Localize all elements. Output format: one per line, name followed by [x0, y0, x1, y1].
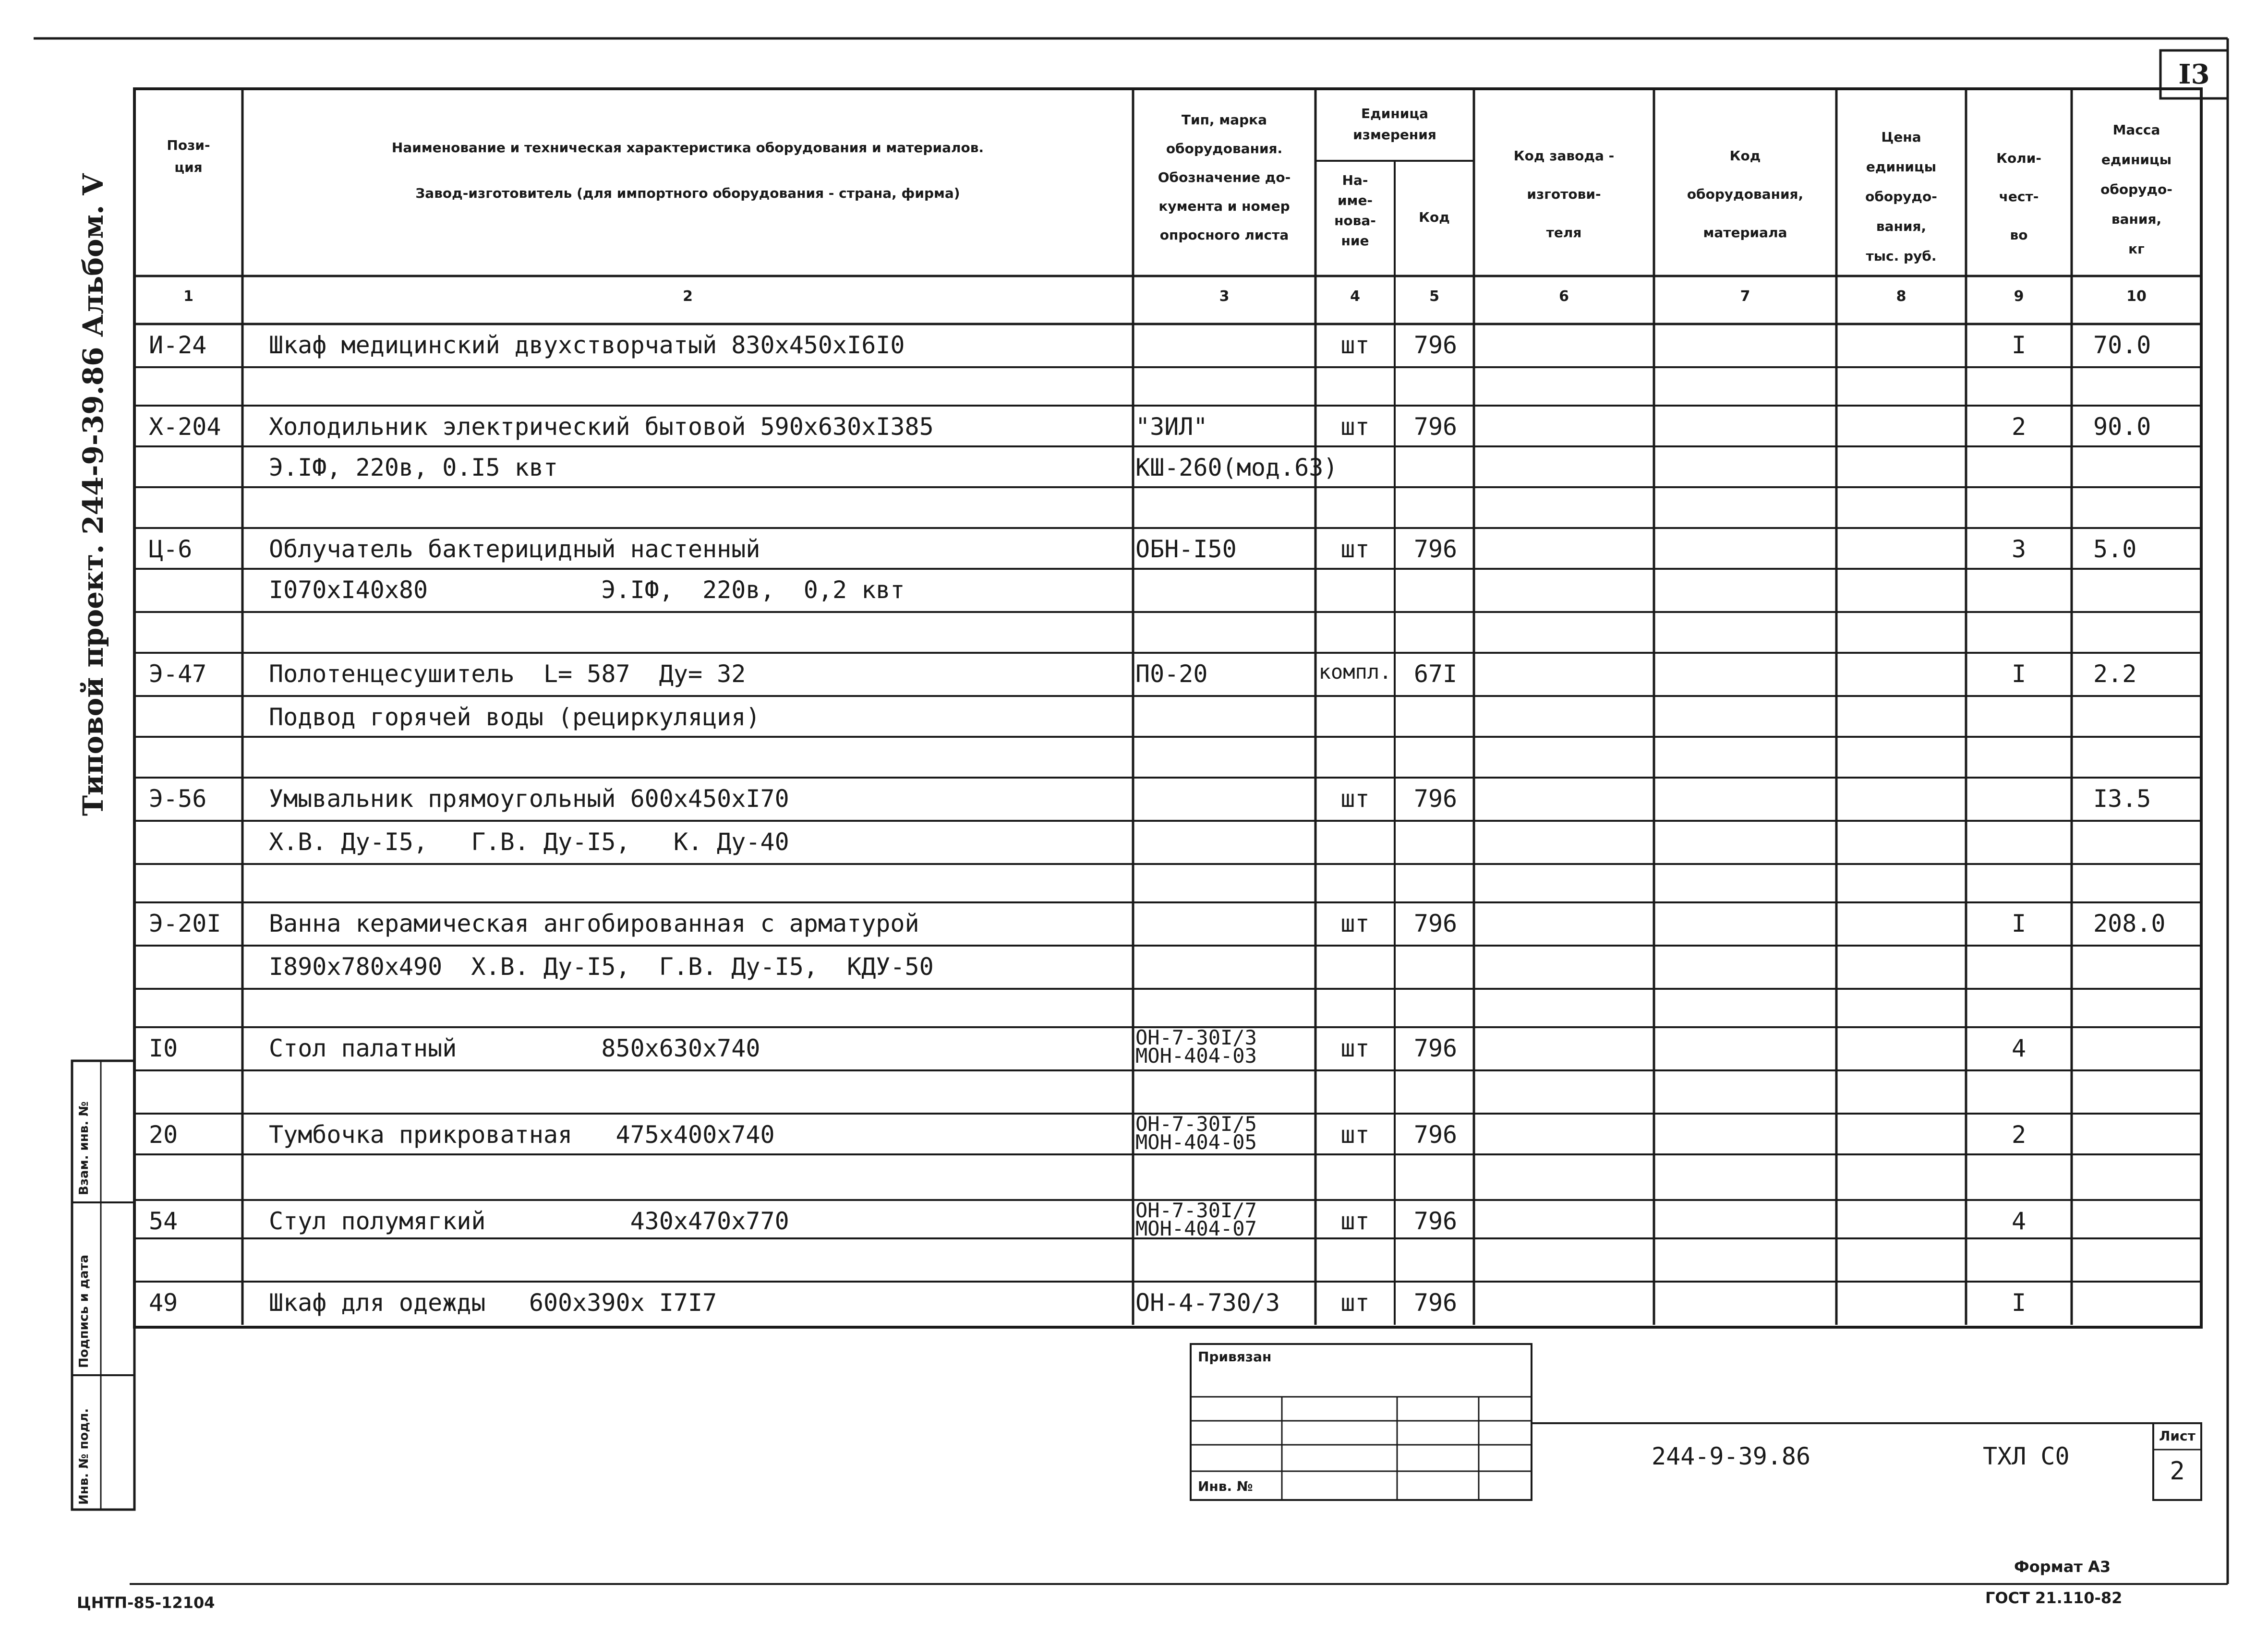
table-cell-type: ОН-7-30I/5 МОН-404-05: [1135, 1112, 1257, 1154]
table-cell-pos: Х-204: [149, 413, 221, 441]
table-cell-type: "ЗИЛ": [1135, 413, 1208, 441]
table-cell-pos: Э-20I: [149, 910, 221, 937]
table-cell-pos: 20: [149, 1121, 178, 1149]
table-cell-code: 796: [1413, 785, 1458, 813]
table-cell-code: 796: [1413, 910, 1458, 937]
table-cell-code: 796: [1413, 413, 1458, 441]
table-cell-mass: 208.0: [2093, 910, 2166, 937]
header-name-subtitle: Завод-изготовитель (для импортного оборудования - страна, фирма): [415, 185, 960, 201]
header-price: Цена единицы оборудо- вания, тыс. руб.: [1865, 129, 1937, 264]
table-cell-mass: 2.2: [2093, 660, 2137, 688]
column-number: 7: [1740, 288, 1750, 305]
table-cell-name: Облучатель бактерицидный настенный: [269, 535, 760, 563]
table-cell-code: 796: [1413, 331, 1458, 359]
table-cell-name: Стул полумягкий 430х470х770: [269, 1207, 789, 1235]
side-stamp-inv-podl: Инв. № подл.: [77, 1408, 91, 1505]
table-cell-name: Полотенцесушитель L= 587 Ду= 32: [269, 660, 746, 688]
table-cell-pos: Э-56: [149, 785, 207, 813]
table-cell-unit: шт: [1340, 413, 1370, 441]
table-cell-type: П0-20: [1135, 660, 1208, 688]
table-cell-qty: I: [2011, 1289, 2027, 1317]
header-factory-code: Код завода - изготови- теля: [1513, 148, 1615, 240]
table-cell-code: 67I: [1413, 660, 1458, 688]
table-cell-unit: шт: [1340, 1121, 1370, 1149]
table-cell-type: ОБН-I50: [1135, 535, 1237, 563]
table-cell-qty: I: [2011, 910, 2027, 937]
table-cell-pos: Э-47: [149, 660, 207, 688]
table-cell-name: Шкаф для одежды 600х390х I7I7: [269, 1289, 717, 1317]
document-number: 244-9-39.86: [1652, 1442, 1811, 1470]
table-cell-unit: шт: [1340, 331, 1370, 359]
header-equipment-code: Код оборудования, материала: [1687, 148, 1804, 240]
side-stamp-signature-date: Подпись и дата: [77, 1254, 91, 1368]
table-cell-mass: 5.0: [2093, 535, 2137, 563]
table-cell-unit: шт: [1340, 1289, 1370, 1317]
table-cell-unit: шт: [1340, 910, 1370, 937]
table-cell-name: Х.В. Ду-I5, Г.В. Ду-I5, К. Ду-40: [269, 828, 789, 856]
table-cell-name: I890х780х490 Х.В. Ду-I5, Г.В. Ду-I5, КДУ-50: [269, 953, 934, 981]
table-cell-pos: И-24: [149, 331, 207, 359]
header-name-title: Наименование и техническая характеристика оборудования и материалов.: [391, 140, 984, 156]
column-number: 3: [1219, 288, 1230, 305]
side-stamp-vzam-inv: Взам. инв. №: [77, 1101, 91, 1195]
table-cell-type: ОН-7-30I/7 МОН-404-07: [1135, 1199, 1257, 1240]
table-cell-qty: I: [2011, 331, 2027, 359]
column-number: 1: [183, 288, 193, 305]
column-number: 9: [2014, 288, 2024, 305]
table-cell-mass: 70.0: [2093, 331, 2151, 359]
table-cell-unit: шт: [1340, 785, 1370, 813]
table-cell-mass: 90.0: [2093, 413, 2151, 441]
table-cell-qty: 4: [2011, 1207, 2027, 1235]
inv-label: Инв. №: [1198, 1478, 1253, 1494]
table-cell-type: ОН-4-730/3: [1135, 1289, 1280, 1317]
header-unit-code: Код: [1419, 209, 1450, 225]
table-cell-pos: 49: [149, 1289, 178, 1317]
side-project-title: Типовой проект. 244-9-39.86 Альбом. V: [77, 173, 109, 816]
table-cell-name: Стол палатный 850х630х740: [269, 1034, 760, 1062]
column-number: 4: [1350, 288, 1360, 305]
table-cell-unit: шт: [1340, 1034, 1370, 1062]
table-cell-mass: I3.5: [2093, 785, 2151, 813]
table-cell-code: 796: [1413, 1289, 1458, 1317]
header-quantity: Коли- чест- во: [1996, 150, 2041, 243]
table-cell-pos: 54: [149, 1207, 178, 1235]
sheet-value: 2: [2170, 1457, 2185, 1486]
table-cell-name: Тумбочка прикроватная 475х400х740: [269, 1121, 775, 1149]
header-mass: Масса единицы оборудо- вания, кг: [2100, 122, 2172, 257]
linked-label: Привязан: [1198, 1349, 1272, 1365]
column-number: 2: [683, 288, 693, 305]
table-cell-code: 796: [1413, 535, 1458, 563]
table-cell-unit: шт: [1340, 1207, 1370, 1235]
table-cell-name: Умывальник прямоугольный 600х450хI70: [269, 785, 789, 813]
table-cell-name: Подвод горячей воды (рециркуляция): [269, 703, 760, 731]
table-cell-name: I070хI40х80 Э.IФ, 220в, 0,2 квт: [269, 576, 905, 604]
table-cell-code: 796: [1413, 1121, 1458, 1149]
column-number: 8: [1896, 288, 1906, 305]
header-position: Пози- ция: [167, 137, 210, 175]
sheet-number: I3: [2178, 59, 2210, 90]
table-cell-qty: 2: [2011, 413, 2027, 441]
column-number: 6: [1559, 288, 1569, 305]
table-cell-type: ОН-7-30I/3 МОН-404-03: [1135, 1026, 1257, 1068]
header-unit-group: Единица измерения: [1353, 106, 1436, 143]
table-cell-code: 796: [1413, 1034, 1458, 1062]
table-cell-unit: компл.: [1318, 660, 1392, 684]
gost-label: ГОСТ 21.110-82: [1985, 1589, 2123, 1607]
table-cell-pos: I0: [149, 1034, 178, 1062]
table-cell-type: КШ-260(мод.63): [1135, 454, 1338, 481]
table-cell-qty: 2: [2011, 1121, 2027, 1149]
header-unit-name: На- име- нова- ние: [1334, 172, 1376, 249]
header-type: Тип, марка оборудования. Обозначение до- кумента и номер опросного листа: [1158, 112, 1291, 243]
table-cell-qty: 4: [2011, 1034, 2027, 1062]
table-cell-name: Шкаф медицинский двухстворчатый 830х450хI6I0: [269, 331, 905, 359]
sheet-label: Лист: [2159, 1428, 2196, 1444]
table-cell-name: Э.IФ, 220в, 0.I5 квт: [269, 454, 558, 481]
table-cell-unit: шт: [1340, 535, 1370, 563]
table-cell-qty: 3: [2011, 535, 2027, 563]
table-cell-name: Холодильник электрический бытовой 590х630хI385: [269, 413, 934, 441]
table-cell-qty: I: [2011, 660, 2027, 688]
document-code: ТХЛ С0: [1983, 1442, 2070, 1470]
format-label: Формат А3: [2014, 1558, 2111, 1576]
table-cell-code: 796: [1413, 1207, 1458, 1235]
column-number: 10: [2126, 288, 2147, 305]
table-cell-name: Ванна керамическая ангобированная с арматурой: [269, 910, 919, 937]
column-number: 5: [1429, 288, 1439, 305]
table-cell-pos: Ц-6: [149, 535, 193, 563]
print-code: ЦНТП-85-12104: [77, 1594, 215, 1612]
